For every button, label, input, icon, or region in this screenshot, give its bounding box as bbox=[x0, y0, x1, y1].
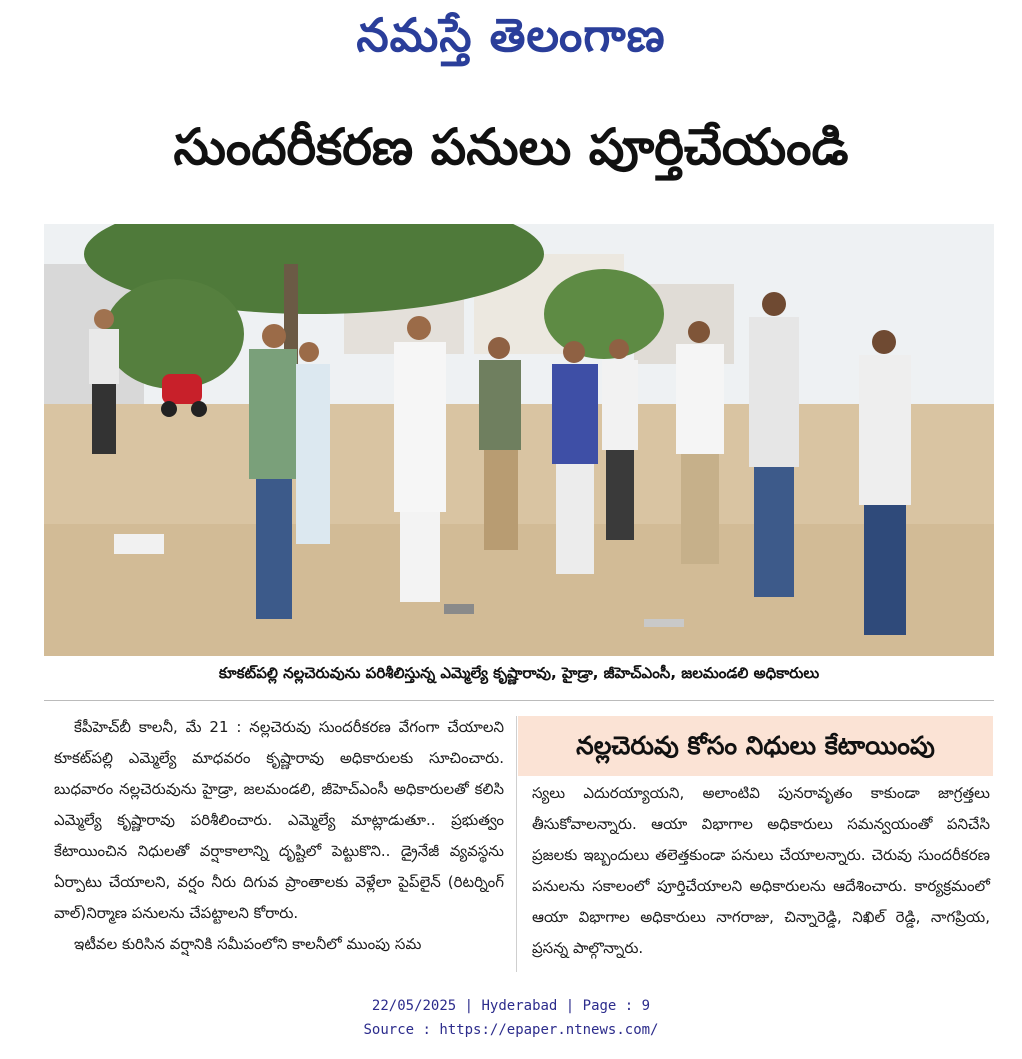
article-paragraph: స్యలు ఎదురయ్యాయని, అలాంటివి పునరావృతం కాకుండా జాగ్రత్తలు తీసుకోవాలన్నారు. ఆయా విభాగాల అధికారులు సమన్వయంతో పనిచేసి ప్రజలకు ఇబ్బందులు తలెత్తకుండా పనులు చేయాలన్నారు. చెరువు సుందరీకరణ పనులను సకాలంలో పూర్తిచేయాలని అధికారులను ఆదేశించారు. కార్యక్రమంలో ఆయా విభాగాల అధికారులు నాగరాజు, చిన్నారెడ్డి, నిఖిల్ రెడ్డి, నాగప్రియ, ప్రసన్న పాల్గొన్నారు. bbox=[532, 784, 990, 957]
page-footer bbox=[0, 994, 1022, 1042]
article-subheading: నల్లచెరువు కోసం నిధులు కేటాయింపు bbox=[576, 731, 935, 760]
photo-caption: కూకట్‌పల్లి నల్లచెరువును పరిశీలిస్తున్న ఎమ్మెల్యే కృష్ణారావు, హైడ్రా, జీహెచ్‌ఎంసీ, జలమండలి అధికారులు bbox=[218, 664, 820, 682]
caption-divider bbox=[44, 700, 994, 701]
article-subheading-box bbox=[518, 716, 993, 776]
article-photo bbox=[44, 224, 994, 656]
article-paragraph: ఇటీవల కురిసిన వర్షానికి సమీపంలోని కాలనీలో ముంపు సమ bbox=[74, 935, 422, 953]
newspaper-masthead: నమస్తే తెలంగాణ bbox=[356, 8, 666, 62]
article-paragraph: కేపీహెచ్‌బీ కాలనీ, మే 21 : నల్లచెరువు సుందరీకరణ వేగంగా చేయాలని కూకట్‌పల్లి ఎమ్మెల్యే మాధవరం కృష్ణారావు అధికారులకు సూచించారు. బుధవారం నల్లచెరువును హైడ్రా, జలమండలి, జీహెచ్‌ఎంసీ అధికారులతో కలిసి ఎమ్మెల్యే కృష్ణారావు పరిశీలించారు. ఎమ్మెల్యే మాట్లాడుతూ.. ప్రభుత్వం కేటాయించిన నిధులతో వర్షాకాలాన్ని దృష్టిలో పెట్టుకొని.. డ్రైనేజీ వ్యవస్థను ఏర్పాటు చేయాలని, వర్షం నీరు దిగువ ప్రాంతాలకు వెళ్లేలా పైప్‌లైన్ (రిటర్నింగ్ వాల్)నిర్మాణ పనులను చేపట్టాలని కోరారు. bbox=[54, 718, 504, 922]
article-column-left bbox=[54, 712, 504, 960]
edition-info: 22/05/2025 | Hyderabad | Page : 9 bbox=[371, 998, 651, 1014]
article-headline: సుందరీకరణ పనులు పూర్తిచేయండి bbox=[173, 118, 849, 176]
article-column-right bbox=[532, 778, 990, 964]
column-divider bbox=[516, 716, 517, 972]
source-url: Source : https://epaper.ntnews.com/ bbox=[363, 1022, 659, 1038]
